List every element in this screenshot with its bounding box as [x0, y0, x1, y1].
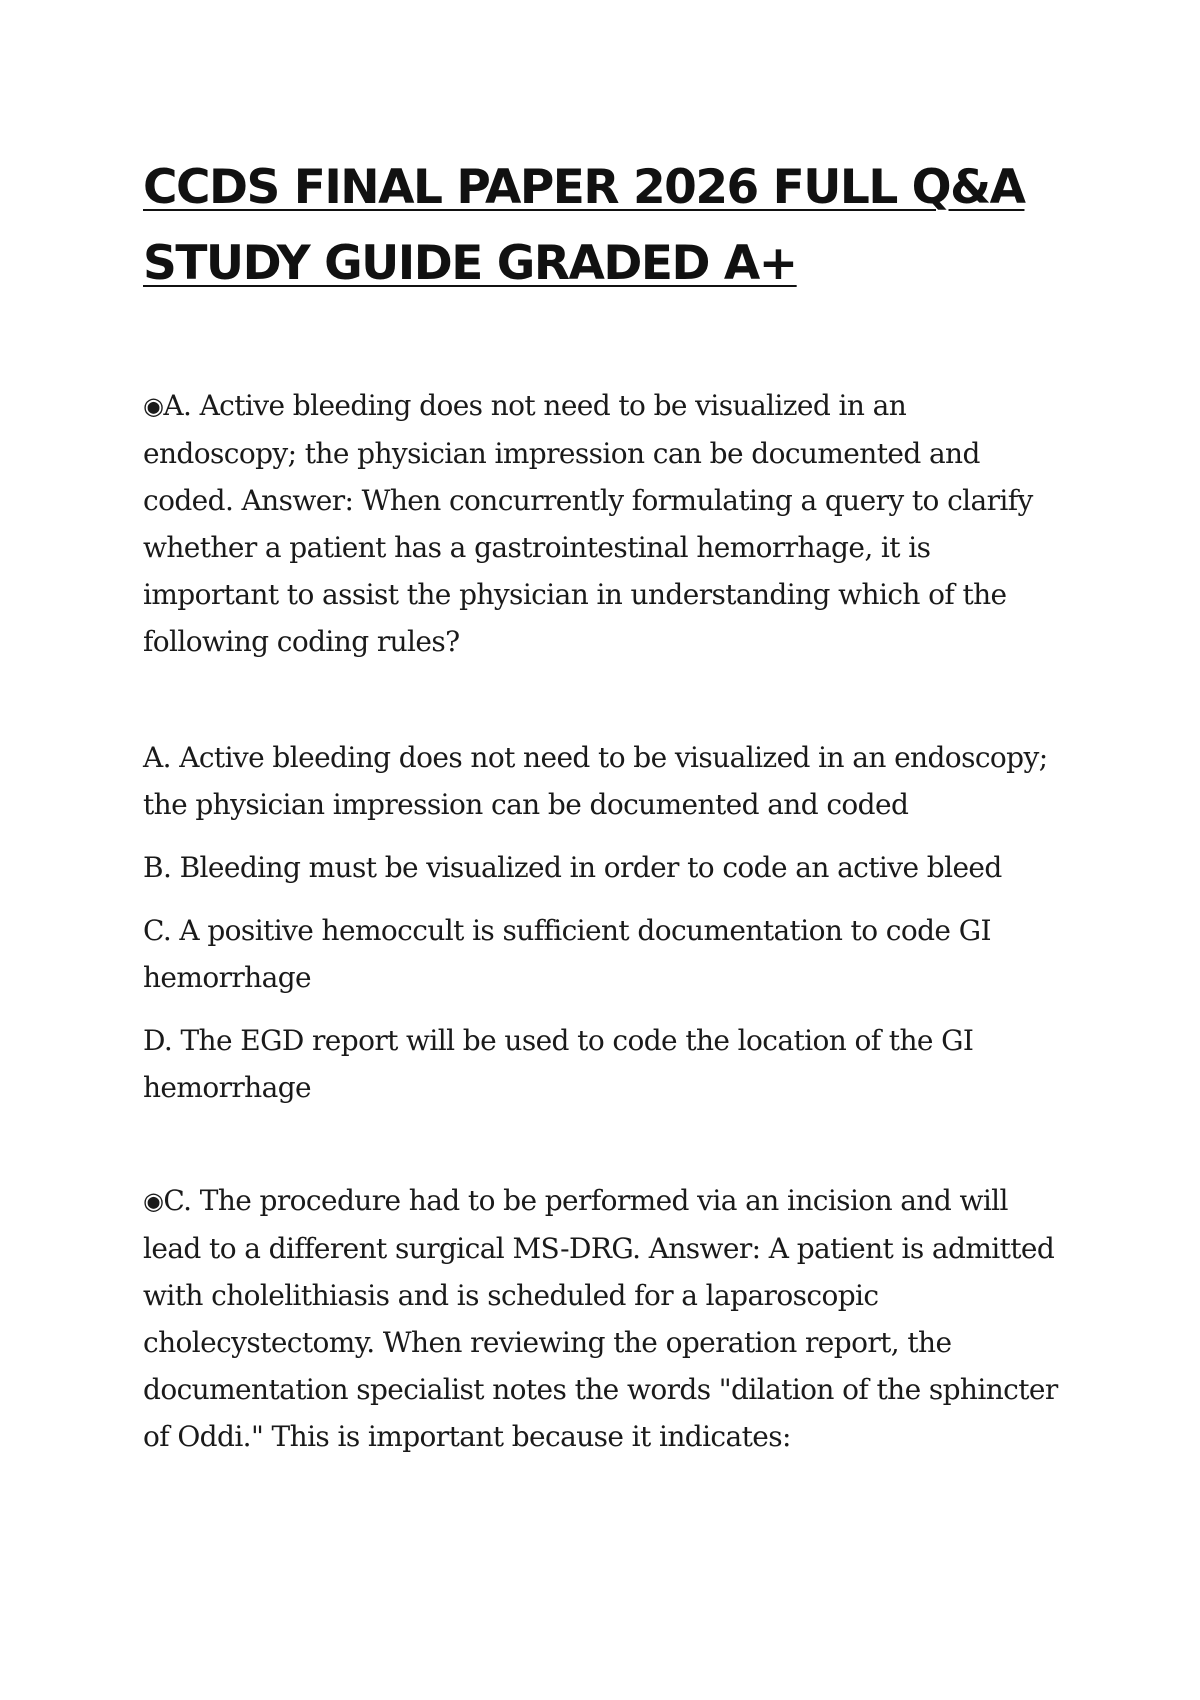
option-b: B. Bleeding must be visualized in order to code an active bleed — [143, 851, 1002, 884]
option-d: D. The EGD report will be used to code the location of the GI hemorrhage — [143, 1024, 974, 1104]
qa-item-text: A. Active bleeding does not need to be visualized in an endoscopy; the physician impression can be documented and coded. Answer: When concurrently formulating a query to clarify whether a patient has a gastrointestinal hemorrhage, it is important to assist the physician in understanding which of the following coding rules? — [143, 389, 1033, 658]
document-title: CCDS FINAL PAPER 2026 FULL Q&A STUDY GUIDE GRADED A+ — [143, 160, 1025, 291]
option-c: C. A positive hemoccult is sufficient documentation to code GI hemorrhage — [143, 914, 991, 994]
radio-bullet-icon: ◉ — [143, 1187, 164, 1215]
qa-item-1 — [143, 382, 1063, 665]
qa-item-text: C. The procedure had to be performed via an incision and will lead to a different surgical MS-DRG. Answer: A patient is admitted with cholelithiasis and is scheduled for a laparoscopic cholecystectomy. When reviewing the operation report, the documentation specialist notes the words "dilation of the sphincter of Oddi." This is important because it indicates: — [143, 1184, 1058, 1453]
answer-options — [143, 734, 1063, 1111]
qa-item-2 — [143, 1177, 1063, 1460]
option-a: A. Active bleeding does not need to be visualized in an endoscopy; the physician impression can be documented and coded — [143, 741, 1048, 821]
document-page — [143, 150, 1063, 1460]
radio-bullet-icon: ◉ — [143, 392, 164, 420]
